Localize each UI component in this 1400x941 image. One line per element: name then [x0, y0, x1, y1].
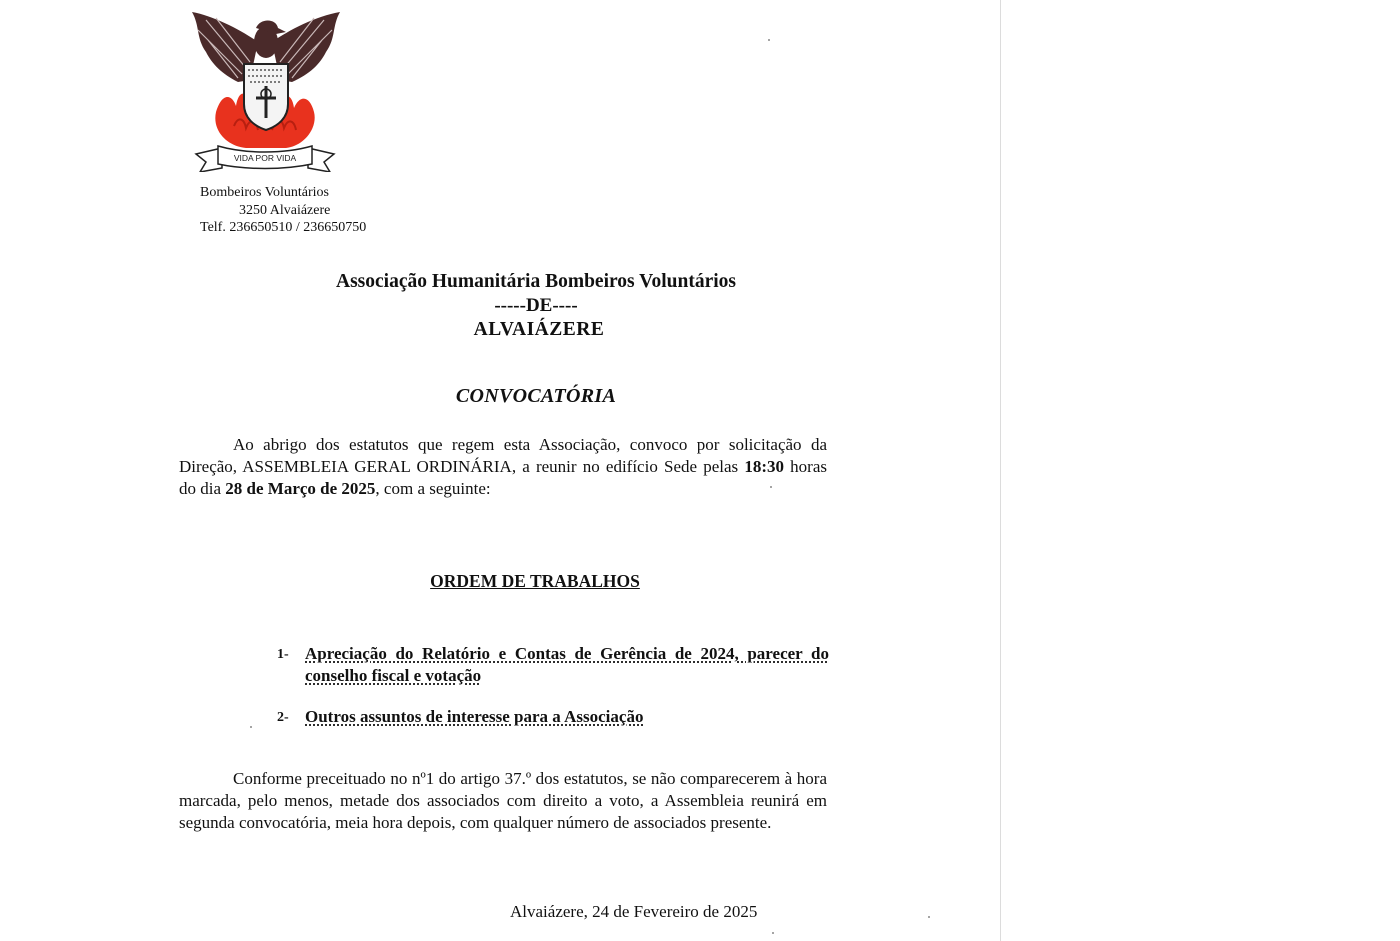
agenda-item: [277, 706, 829, 728]
meeting-time: 18:30: [744, 457, 784, 476]
page-edge: [1000, 0, 1001, 941]
scan-speck: [250, 726, 252, 728]
org-line: Bombeiros Voluntários: [200, 185, 329, 200]
quorum-paragraph: [179, 768, 827, 834]
intro-text-2: horas do dia: [179, 457, 827, 498]
agenda-item-number: 1-: [277, 647, 289, 662]
heading-town: ALVAIÁZERE: [473, 319, 605, 340]
place-and-date: Alvaiázere, 24 de Fevereiro de 2025: [510, 902, 758, 921]
intro-text-1: Ao abrigo dos estatutos que regem esta Associação, convoco por solicitação da Direção, ASSEMBLEIA GERAL ORDINÁRIA, a reunir no edifício Sede pelas: [179, 435, 827, 476]
letterhead-address: [200, 184, 366, 237]
scan-speck: [928, 916, 930, 918]
quorum-text: Conforme preceituado no nº1 do artigo 37.º dos estatutos, se não comparecerem à hora marcada, pelo menos, metade dos associados com direito a voto, a Assembleia reunirá em segunda convocatória, meia hora depois, com qualquer número de associados presente.: [179, 769, 827, 832]
convocatoria-title: CONVOCATÓRIA: [455, 385, 617, 407]
intro-text-3: , com a seguinte:: [375, 479, 491, 498]
agenda-item-text: Apreciação do Relatório e Contas de Gerência de 2024, parecer do conselho fiscal e votação: [305, 644, 829, 685]
scan-speck: [768, 39, 770, 41]
document-heading: [300, 270, 800, 342]
phone-line: Telf. 236650510 / 236650750: [200, 220, 367, 235]
agenda-item-number: 2-: [277, 710, 289, 725]
association-name: Associação Humanitária Bombeiros Voluntários: [336, 271, 736, 292]
agenda-title: ORDEM DE TRABALHOS: [430, 571, 640, 591]
agenda-item-text: Outros assuntos de interesse para a Associação: [305, 707, 644, 726]
meeting-date: 28 de Março de 2025: [225, 479, 376, 498]
agenda-item: [277, 643, 829, 687]
fire-brigade-emblem: [186, 8, 344, 172]
postal-line: 3250 Alvaiázere: [239, 202, 331, 218]
emblem-motto: VIDA POR VIDA: [233, 153, 297, 163]
heading-de: -----DE----: [494, 295, 578, 316]
intro-paragraph: [179, 434, 827, 500]
scan-speck: [772, 932, 774, 934]
